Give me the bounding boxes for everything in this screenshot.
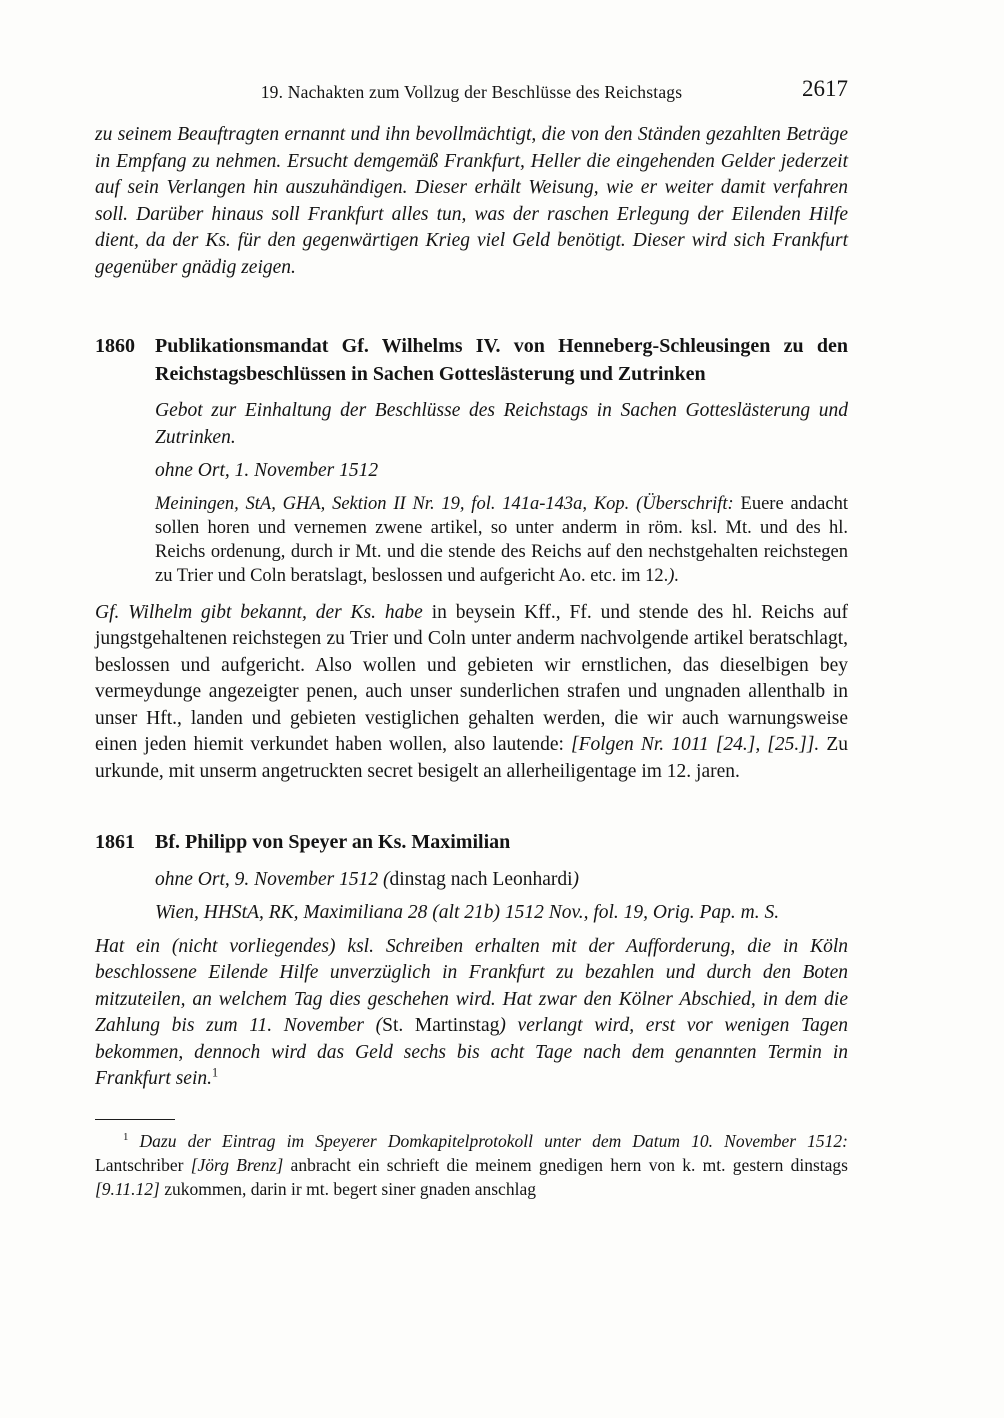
entry-title: Bf. Philipp von Speyer an Ks. Maximilian [155, 831, 511, 853]
entry-1861-source [155, 900, 848, 927]
text-segment: Dazu der Eintrag im Speyerer Domkapitelprotokoll unter dem Datum 10. November 1512: [128, 1130, 848, 1151]
footnote-divider [95, 1119, 175, 1120]
text-segment: ) verlangt wird, erst vor wenigen Tagen bekommen, dennoch wird das Geld sechs bis acht Tage nach dem genannten Termin in Frankfurt sein. [95, 1015, 848, 1089]
text-segment: in beysein Kff., Ff. und stende des hl. Reichs auf jungstgehaltenen reichstegen zu Trier und Coln unter anderm nachvolgende artikel beratschlagt, beslossen und aufgericht. Also wollen und gebieten wir ernstlichen, das dieselbigen bey vermeydunge angezeigter penen, auch unser sunderlichen strafen und ungnaden allenthalb in unser Hft., landen und gebieten vestiglichen gehalten werden, die wir auch warnungsweise einen jeden hiemit verkundet haben wollen, also lautende: [95, 601, 848, 755]
footnote-area [95, 1119, 848, 1201]
text-segment: [9.11.12] [95, 1178, 160, 1199]
text-segment: zukommen, darin ir mt. begert siner gnaden anschlag [159, 1178, 536, 1199]
text-segment: ohne Ort, 1. November 1512 [155, 460, 379, 481]
running-header [95, 76, 848, 106]
entry-1860 [95, 333, 848, 785]
text-segment: 1 [212, 1065, 219, 1080]
entry-1860-heading [95, 333, 848, 388]
entry-number: 1860 [95, 335, 135, 357]
entry-1861-body [95, 934, 848, 1093]
entry-1860-regest [155, 398, 848, 451]
entry-1860-body [95, 600, 848, 786]
page-number: 2617 [802, 76, 848, 101]
entry-number: 1861 [95, 831, 135, 853]
text-segment: [Jörg Brenz] [190, 1154, 284, 1175]
footnote-1 [95, 1129, 848, 1201]
text-segment: ). [668, 565, 680, 586]
text-segment: Gebot zur Einhaltung der Beschlüsse des Reichstags in Sachen Gotteslästerung und Zutrinken. [155, 400, 848, 448]
text-segment: ohne Ort, 9. November 1512 ( [155, 868, 390, 890]
text-segment: Gf. Wilhelm gibt bekannt, der Ks. habe [95, 601, 432, 623]
entry-1861-heading [95, 829, 848, 857]
text-segment: ) [572, 868, 580, 890]
text-segment: [Folgen Nr. 1011 [24.], [25.]]. [570, 734, 820, 755]
entry-1861 [95, 829, 848, 1093]
text-segment: zu seinem Beauftragten ernannt und ihn bevollmächtigt, die von den Ständen gezahlten Beträge in Empfang zu nehmen. Ersucht demgemäß Frankfurt, Heller die eingehenden Gelder jederzeit auf sein Verlangen hin auszuhändigen. Dieser erhält Weisung, wie er weiter damit verfahren soll. Darüber hinaus soll Frankfurt alles tun, was der raschen Erlegung der Eilenden Hilfe dient, da der Ks. für den gegenwärtigen Krieg viel Geld benötigt. Dieser wird sich Frankfurt gegenüber gnädig zeigen. [95, 124, 848, 278]
text-segment: Euere andacht sollen horen und vernemen zwene artikel, so unter anderm in röm. ksl. Mt. und des hl. Reichs ordenung, durch ir Mt. und die stende des Reichs auf den nechstgehalten reichstegen zu Trier und Coln beratslagt, beslossen und aufgericht Ao. etc. im 12. [155, 493, 848, 586]
entry-1860-dateline [155, 458, 848, 485]
text-segment: Zu urkunde, mit unserm angetruckten secret besigelt an allerheiligentage im 12. jaren. [95, 734, 848, 782]
text-segment: 1 [123, 1130, 129, 1143]
entry-1860-source [155, 492, 848, 588]
running-title: 19. Nachakten zum Vollzug der Beschlüsse des Reichstags [260, 82, 683, 102]
text-segment: Lantschriber [95, 1154, 191, 1175]
text-segment: St. Martinstag [382, 1015, 500, 1036]
text-segment: Hat ein (nicht vorliegendes) ksl. Schreiben erhalten mit der Aufforderung, die in Köln beschlossene Eilende Hilfe unverzüglich in Frankfurt zu bezahlen und durch den Boten mitzuteilen, an welchem Tag dies geschehen wird. Hat zwar den Kölner Abschied, in dem die Zahlung bis zum 11. November ( [95, 935, 848, 1036]
text-segment: Meiningen, StA, GHA, Sektion II Nr. 19, fol. 141a-143a, Kop. (Überschrift: [155, 493, 741, 514]
entry-title: Publikationsmandat Gf. Wilhelms IV. von Henneberg-Schleusingen zu den Reichstagsbeschlüssen in Sachen Gotteslästerung und Zutrinken [155, 335, 848, 385]
text-segment: Wien, HHStA, RK, Maximiliana 28 (alt 21b) 1512 Nov., fol. 19, Orig. Pap. m. S. [155, 902, 780, 923]
text-segment: dinstag nach Leonhardi [389, 868, 573, 890]
entry-1861-dateline [155, 867, 848, 894]
text-segment: anbracht ein schrieft die meinem gnedigen hern von k. mt. gestern dinstags [283, 1154, 848, 1175]
intro-paragraph [95, 122, 848, 281]
